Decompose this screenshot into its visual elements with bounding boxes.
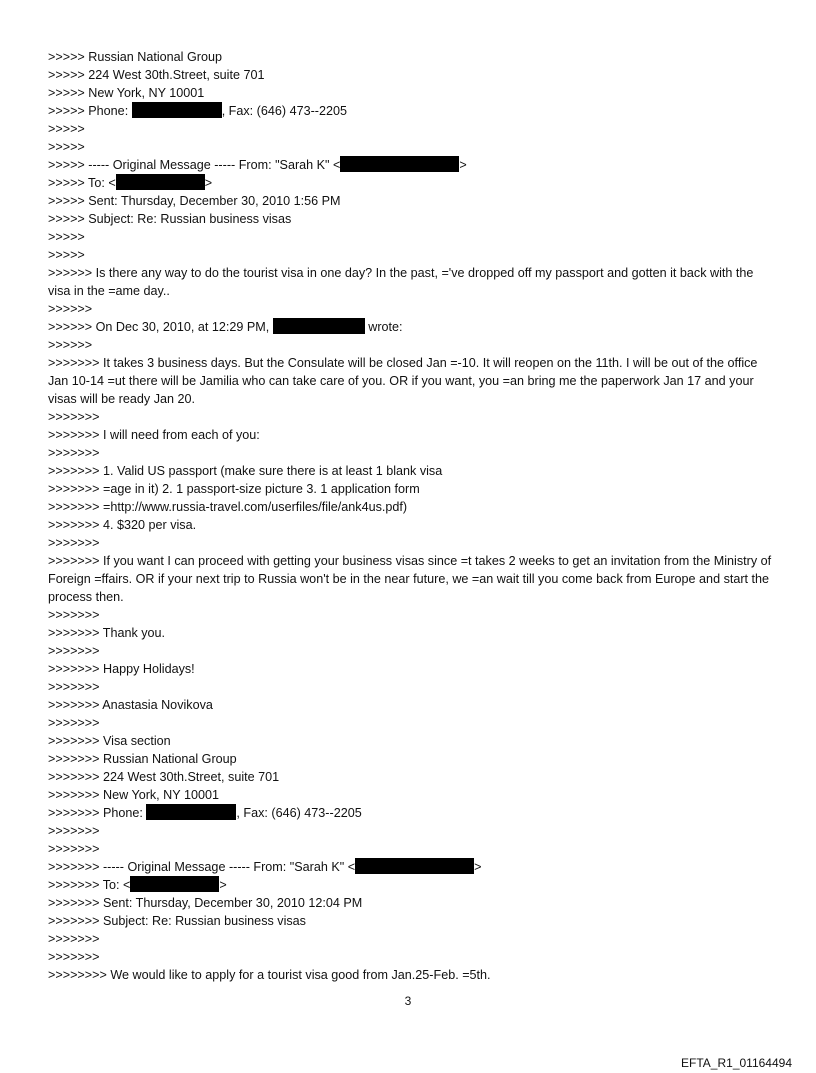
- business-days-paragraph: >>>>>>> It takes 3 business days. But the Consulate will be closed Jan =-10. It will reopen on the 11th. I will be out of the office Jan 10-14 =ut there will be Jamilia who can take care of you. OR if you want, you =an bring me the paperwork Jan 17 and your visas will be ready Jan 20.: [48, 356, 761, 406]
- quote-blank: >>>>>>: [48, 302, 93, 316]
- orig1-subject: >>>>> Subject: Re: Russian business visas: [48, 212, 292, 226]
- signature-section: >>>>>>> Visa section: [48, 734, 171, 748]
- quote-blank: >>>>>: [48, 122, 85, 136]
- email-thread: [48, 48, 778, 984]
- quote-blank: >>>>>>>: [48, 536, 100, 550]
- orig1-header: [48, 156, 778, 174]
- redaction-box: [146, 804, 236, 820]
- redaction-box: [116, 174, 205, 190]
- sig1-street: >>>>> 224 West 30th.Street, suite 701: [48, 68, 265, 82]
- angle-close: >: [459, 158, 467, 172]
- quote-blank: >>>>>: [48, 140, 85, 154]
- phone-label: >>>>>>> Phone:: [48, 806, 147, 820]
- orig2-header: [48, 858, 778, 876]
- quote-blank: >>>>>>>: [48, 680, 100, 694]
- signature-phone-line: [48, 804, 778, 822]
- apply-line: >>>>>>>> We would like to apply for a tourist visa good from Jan.25-Feb. =5th.: [48, 968, 491, 982]
- signature-street: >>>>>>> 224 West 30th.Street, suite 701: [48, 770, 280, 784]
- signature-name: >>>>>>> Anastasia Novikova: [48, 698, 213, 712]
- proceed-paragraph: >>>>>>> If you want I can proceed with getting your business visas since =t takes 2 weeks to get an invitation from the Ministry of Foreign =ffairs. OR if your next trip to Russia won't be in the near future, we =an wait till you come back from Europe and start the process then.: [48, 554, 775, 604]
- redaction-box: [355, 858, 474, 874]
- signature-city: >>>>>>> New York, NY 10001: [48, 788, 219, 802]
- redaction-box: [273, 318, 365, 334]
- quote-blank: >>>>>>: [48, 338, 93, 352]
- orig2-sent: >>>>>>> Sent: Thursday, December 30, 2010 12:04 PM: [48, 896, 363, 910]
- page-number: 3: [404, 994, 412, 1008]
- wrote-prefix: >>>>>> On Dec 30, 2010, at 12:29 PM,: [48, 320, 273, 334]
- orig1-to: [48, 174, 778, 192]
- requirement-item: >>>>>>> 1. Valid US passport (make sure there is at least 1 blank visa: [48, 464, 443, 478]
- orig2-subject: >>>>>>> Subject: Re: Russian business visas: [48, 914, 306, 928]
- redaction-box: [132, 102, 222, 118]
- angle-close: >: [204, 176, 213, 190]
- quote-blank: >>>>>>>: [48, 716, 100, 730]
- orig1-sent: >>>>> Sent: Thursday, December 30, 2010 1:56 PM: [48, 194, 341, 208]
- requirement-item: >>>>>>> =age in it) 2. 1 passport-size picture 3. 1 application form: [48, 482, 420, 496]
- holidays-line: >>>>>>> Happy Holidays!: [48, 662, 195, 676]
- quote-blank: >>>>>>>: [48, 410, 100, 424]
- quote-blank: >>>>>>>: [48, 608, 100, 622]
- quote-blank: >>>>>>>: [48, 644, 100, 658]
- redaction-box: [130, 876, 219, 892]
- sig1-org: >>>>> Russian National Group: [48, 50, 222, 64]
- need-line: >>>>>>> I will need from each of you:: [48, 428, 260, 442]
- requirement-item: >>>>>>> 4. $320 per visa.: [48, 518, 197, 532]
- wrote-line: [48, 318, 778, 336]
- signature-org: >>>>>>> Russian National Group: [48, 752, 237, 766]
- quote-blank: >>>>>>>: [48, 842, 100, 856]
- sig1-city: >>>>> New York, NY 10001: [48, 86, 205, 100]
- quote-blank: >>>>>>>: [48, 950, 100, 964]
- orig2-to: [48, 876, 778, 894]
- sig1-phone-line: [48, 102, 778, 120]
- fax-text: , Fax: (646) 473--2205: [236, 806, 362, 820]
- orig-header-text: >>>>>>> ----- Original Message ----- From: "Sarah K" <: [48, 860, 356, 874]
- quote-blank: >>>>>: [48, 230, 85, 244]
- redaction-box: [340, 156, 459, 172]
- orig-header-text: >>>>> ----- Original Message ----- From: "Sarah K" <: [48, 158, 341, 172]
- tourist-question: >>>>>> Is there any way to do the tourist visa in one day? In the past, ='ve dropped off my passport and gotten it back with the visa in the =ame day..: [48, 266, 757, 298]
- quote-blank: >>>>>: [48, 248, 85, 262]
- wrote-suffix: wrote:: [364, 320, 403, 334]
- quote-blank: >>>>>>>: [48, 446, 100, 460]
- fax-text: , Fax: (646) 473--2205: [221, 104, 347, 118]
- requirement-link: >>>>>>> =http://www.russia-travel.com/userfiles/file/ank4us.pdf): [48, 500, 408, 514]
- phone-label: >>>>> Phone:: [48, 104, 132, 118]
- to-text: >>>>> To: <: [48, 176, 116, 190]
- document-id: EFTA_R1_01164494: [681, 1056, 792, 1070]
- angle-close: >: [219, 878, 227, 892]
- angle-close: >: [474, 860, 482, 874]
- quote-blank: >>>>>>>: [48, 932, 100, 946]
- quote-blank: >>>>>>>: [48, 824, 100, 838]
- to-text: >>>>>>> To: <: [48, 878, 131, 892]
- thanks-line: >>>>>>> Thank you.: [48, 626, 166, 640]
